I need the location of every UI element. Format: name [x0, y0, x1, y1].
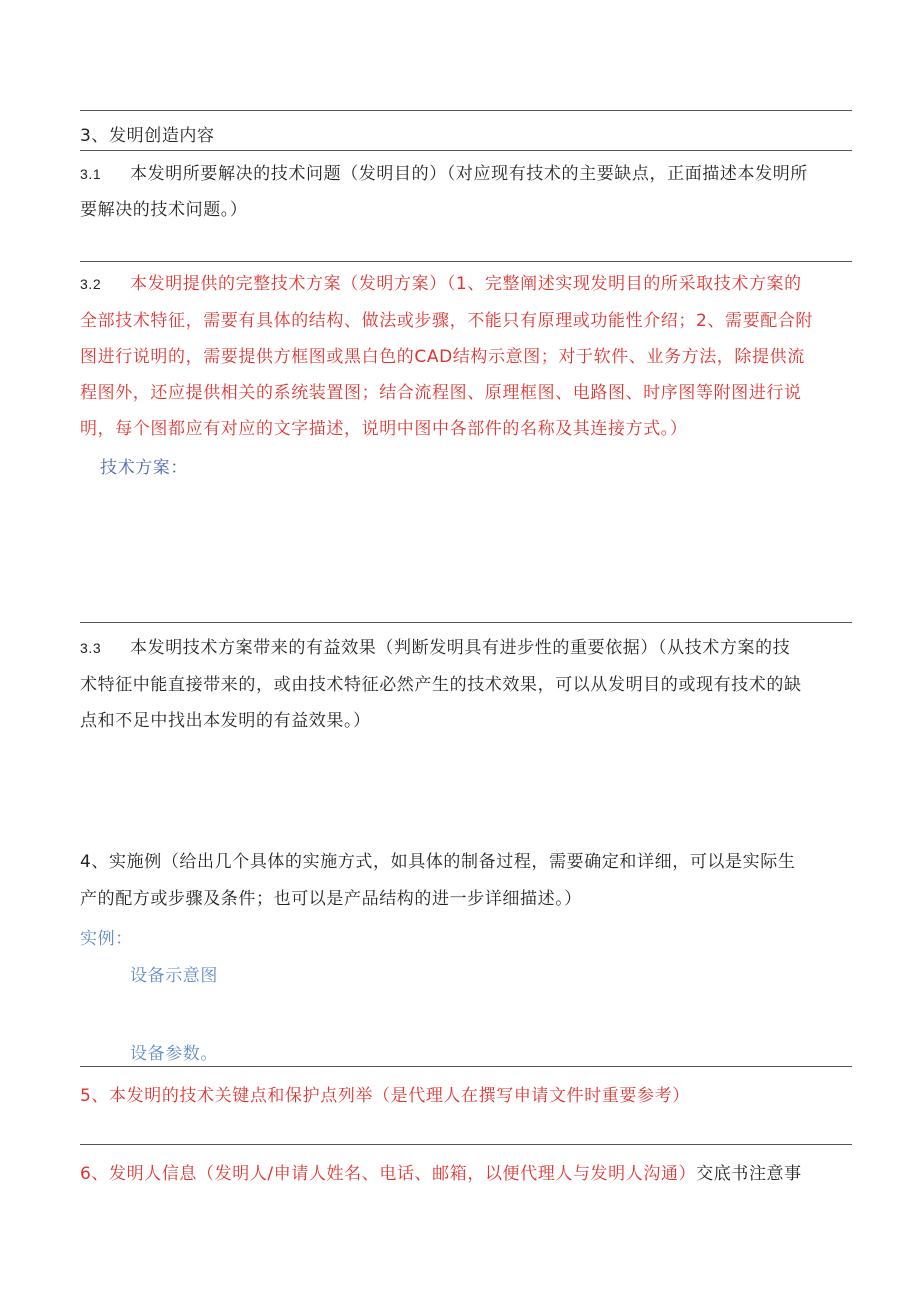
- example-label: 实例：: [80, 929, 133, 949]
- section-3-2-number: 3.2: [80, 276, 102, 292]
- section-3-2: [80, 266, 860, 302]
- section-3-1-line2: 要解决的技术问题。）: [80, 200, 248, 220]
- section-3-1-line1: 本发明所要解决的技术问题（发明目的）（对应现有技术的主要缺点，正面描述本发明所: [130, 164, 808, 184]
- section-3-3-number: 3.3: [80, 640, 102, 656]
- section-6: [80, 1156, 860, 1192]
- rule-3-2: [80, 261, 852, 262]
- section-4-line2: 产的配方或步骤及条件；也可以是产品结构的进一步详细描述。）: [80, 889, 582, 909]
- rule-5: [80, 1066, 852, 1067]
- rule-3: [80, 150, 852, 151]
- tech-solution-label: 技术方案：: [100, 458, 188, 478]
- section-3-2-line5: 明，每个图都应有对应的文字描述，说明中图中各部件的名称及其连接方式。）: [80, 419, 688, 439]
- section-3-1: [80, 156, 860, 192]
- section-3-3-line3: 点和不足中找出本发明的有益效果。）: [80, 711, 371, 731]
- section-3-2-title: 本发明提供的完整技术方案（发明方案）: [130, 274, 447, 294]
- section-3-2-line4: 程图外，还应提供相关的系统装置图；结合流程图、原理框图、电路图、时序图等附图进行说: [80, 383, 802, 403]
- section-3-1-number: 3.1: [80, 166, 102, 182]
- section-5: 5、本发明的技术关键点和保护点列举（是代理人在撰写申请文件时重要参考）: [80, 1086, 690, 1106]
- section-6-trailing: 交底书注意事: [696, 1164, 802, 1184]
- section-3-3-line2: 术特征中能直接带来的，或由技术特征必然产生的技术效果，可以从发明目的或现有技术的缺: [80, 675, 802, 695]
- section-3-2-line1: （1、完整阐述实现发明目的所采取技术方案的: [446, 274, 802, 294]
- rule-6: [80, 1144, 852, 1145]
- section-3-3-line1: 本发明技术方案带来的有益效果（判断发明具有进步性的重要依据）（从技术方案的技: [130, 638, 791, 658]
- section-6-heading: 6、发明人信息（发明人/申请人姓名、电话、邮箱，以便代理人与发明人沟通）: [80, 1164, 697, 1184]
- rule-3-3: [80, 622, 852, 623]
- section-4-line1: 4、实施例（给出几个具体的实施方式，如具体的制备过程，需要确定和详细，可以是实际生: [80, 852, 796, 872]
- section-3-3: [80, 630, 860, 666]
- section-3-2-line3: 图进行说明的，需要提供方框图或黑白色的CAD结构示意图；对于软件、业务方法，除提供流: [80, 347, 805, 367]
- example-item-diagram: 设备示意图: [130, 966, 218, 986]
- example-item-params: 设备参数。: [130, 1044, 218, 1064]
- section-3-heading: 3、发明创造内容: [80, 126, 215, 146]
- rule-top: [80, 110, 852, 111]
- section-3-2-line2: 全部技术特征，需要有具体的结构、做法或步骤，不能只有原理或功能性介绍；2、需要配合附: [80, 311, 814, 331]
